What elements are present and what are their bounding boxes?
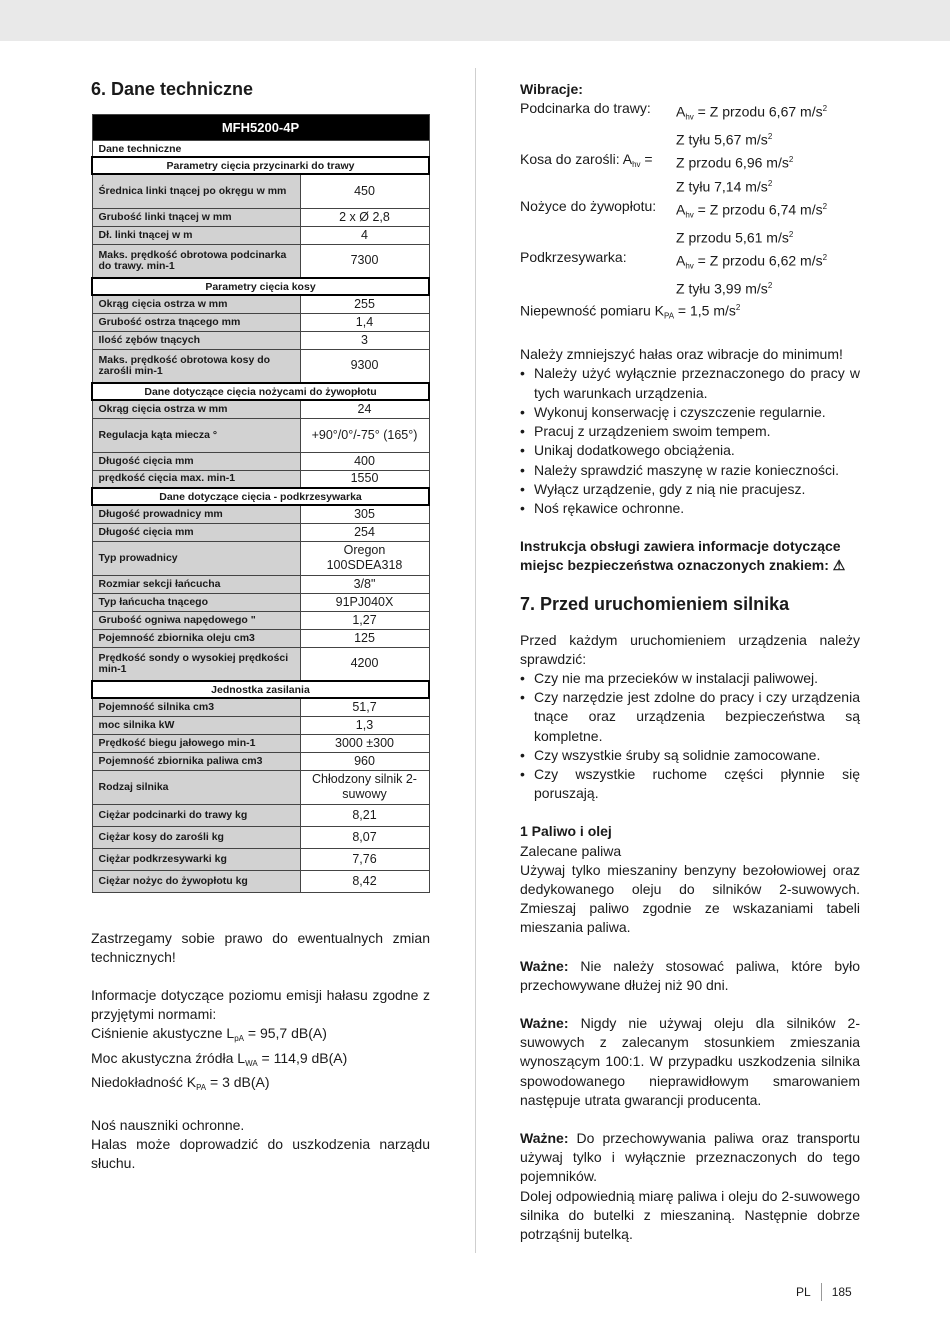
- fuel-text: Używaj tylko mieszaniny benzyny bezołowiowej oraz dedykowanego oleju do silników 2-suwowych. Zmieszaj paliwo zgodnie ze wskazaniami tabeli mieszania paliwa.: [520, 861, 860, 936]
- row-value: 305: [300, 505, 429, 523]
- table-row: [92, 575, 429, 593]
- row-value: 1550: [300, 470, 429, 488]
- row-label: Okrąg cięcia ostrza w mm: [92, 400, 300, 418]
- page-footer: [796, 1283, 852, 1301]
- vibration-label: Kosa do zarośli: $A_{hv}$ =: [520, 150, 653, 169]
- row-value: 125: [300, 629, 429, 647]
- table-row: [92, 331, 429, 349]
- vibration-label: Podcinarka do trawy:: [520, 100, 651, 117]
- important-note-1: Ważne: Nie należy stosować paliwa, które było przechowywane dłużej niż 90 dni.: [520, 957, 861, 993]
- row-label: Dł. linki tnącej w m: [92, 226, 300, 244]
- right-column: [520, 80, 860, 1244]
- row-label: Średnica linki tnącej po okręgu w mm: [92, 174, 300, 208]
- model-name: MFH5200-4P: [92, 115, 429, 141]
- row-value: Oregon 100SDEA318: [300, 541, 429, 575]
- table-row: [92, 470, 429, 488]
- table-row: [92, 770, 429, 804]
- group-title: Parametry cięcia przycinarki do trawy: [92, 157, 429, 174]
- row-value: 8,21: [300, 804, 429, 826]
- table-group-header: [92, 383, 429, 400]
- row-label: Typ łańcucha tnącego: [92, 593, 300, 611]
- row-value: 51,7: [300, 698, 429, 716]
- vibration-value: Z przodu 6,96 $m/s^2$: [676, 154, 794, 171]
- reduce-list: [520, 364, 860, 518]
- table-row: [92, 349, 429, 383]
- column-divider: [475, 68, 476, 1253]
- table-row: [92, 244, 429, 278]
- noise-intro: Informacje dotyczące poziomu emisji hałasu zgodne z przyjętymi normami:: [91, 986, 430, 1023]
- fuel-subtitle: Zalecane paliwa: [520, 842, 622, 859]
- group-title: Parametry cięcia kosy: [92, 278, 429, 295]
- reserve-text: Zastrzegamy sobie prawo do ewentualnych zmian technicznych!: [91, 929, 430, 965]
- ear-protection-text: Noś nauszniki ochronne.: [91, 1116, 245, 1133]
- list-item: • Należy użyć wyłącznie przeznaczonego do pracy w tych warunkach urządzenia.: [520, 364, 860, 402]
- table-group-header: [92, 681, 429, 698]
- row-label: Pojemność silnika cm3: [92, 698, 300, 716]
- row-label: Grubość linki tnącej w mm: [92, 208, 300, 226]
- safety-note: Instrukcja obsługi zawiera informacje dotyczące miejsc bezpieczeństwa oznaczonych znakiem: ⚠: [520, 538, 846, 574]
- vibration-value: $A_{hv} = Z$ przodu 6,74 $m/s^2$: [676, 201, 828, 220]
- row-label: Rodzaj silnika: [92, 770, 300, 804]
- group-title: Dane dotyczące cięcia nożycami do żywopłotu: [92, 383, 429, 400]
- row-value: 91PJ040X: [300, 593, 429, 611]
- row-value: 400: [300, 452, 429, 470]
- table-row: [92, 804, 429, 826]
- table-row: [92, 523, 429, 541]
- table-row: [92, 541, 429, 575]
- table-row: [92, 848, 429, 870]
- top-bar: [0, 0, 950, 41]
- table-row: [92, 313, 429, 331]
- noise-value-line: Ciśnienie akustyczne $L_{pA} = 95,7$ dB(A): [91, 1025, 327, 1044]
- row-label: Prędkość biegu jałowego min-1: [92, 734, 300, 752]
- row-value: 7300: [300, 244, 429, 278]
- spec-table: [91, 114, 430, 893]
- table-row: [92, 295, 429, 313]
- table-row: [92, 174, 429, 208]
- table-row: [92, 698, 429, 716]
- table-row: [92, 734, 429, 752]
- row-value: 8,42: [300, 870, 429, 892]
- list-item: • Czy wszystkie śruby są solidnie zamocowane.: [520, 746, 860, 765]
- vibration-value: Z przodu 5,61 $m/s^2$: [676, 229, 794, 246]
- table-row: [92, 629, 429, 647]
- table-subheader: [92, 141, 429, 158]
- vibration-value: Z tyłu 7,14 $m/s^2$: [676, 178, 773, 195]
- row-label: Pojemność zbiornika paliwa cm3: [92, 752, 300, 770]
- table-row: [92, 452, 429, 470]
- row-value: 24: [300, 400, 429, 418]
- page-number: 185: [831, 1285, 852, 1299]
- vibration-value: $A_{hv} = Z$ przodu 6,62 $m/s^2$: [676, 252, 828, 271]
- row-label: Maks. prędkość obrotowa kosy do zarośli min-1: [92, 349, 300, 383]
- table-row: [92, 593, 429, 611]
- row-label: Pojemność zbiornika oleju cm3: [92, 629, 300, 647]
- row-label: Długość cięcia mm: [92, 523, 300, 541]
- vibration-label: [520, 225, 676, 248]
- table-row: [92, 418, 429, 452]
- row-value: 3: [300, 331, 429, 349]
- row-label: Grubość ogniwa napędowego ": [92, 611, 300, 629]
- row-label: moc silnika kW: [92, 716, 300, 734]
- footer-separator: [821, 1283, 822, 1301]
- vibration-label: [520, 127, 676, 150]
- list-item: • Wykonuj konserwację i czyszczenie regularnie.: [520, 403, 860, 422]
- row-value: Chłodzony silnik 2-suwowy: [300, 770, 429, 804]
- table-row: [92, 826, 429, 848]
- vibration-value: $A_{hv} = Z$ przodu 6,67 $m/s^2$: [676, 103, 828, 122]
- group-title: Dane dotyczące cięcia - podkrzesywarka: [92, 488, 429, 505]
- table-row: [92, 716, 429, 734]
- row-value: 1,27: [300, 611, 429, 629]
- row-label: Prędkość sondy o wysokiej prędkości min-1: [92, 647, 300, 681]
- row-value: 450: [300, 174, 429, 208]
- table-row: [92, 870, 429, 892]
- noise-value-line: Niedokładność $K_{PA} = 3$ dB(A): [91, 1073, 270, 1092]
- section-6-title: 6. Dane techniczne: [91, 79, 254, 99]
- list-item: • Czy nie ma przecieków w instalacji paliwowej.: [520, 669, 860, 688]
- row-label: Regulacja kąta miecza °: [92, 418, 300, 452]
- row-value: +90°/0°/-75° (165°): [300, 418, 429, 452]
- row-label: Ciężar nożyc do żywopłotu kg: [92, 870, 300, 892]
- row-value: 4200: [300, 647, 429, 681]
- row-value: 3/8": [300, 575, 429, 593]
- row-label: prędkość cięcia max. min-1: [92, 470, 300, 488]
- vibration-label: [520, 174, 676, 197]
- row-label: Ciężar kosy do zarośli kg: [92, 826, 300, 848]
- row-label: Grubość ostrza tnącego mm: [92, 313, 300, 331]
- check-list: [520, 669, 860, 803]
- table-group-header: [92, 157, 429, 174]
- row-label: Długość cięcia mm: [92, 452, 300, 470]
- table-row: [92, 208, 429, 226]
- table-group-header: [92, 488, 429, 505]
- list-item: • Wyłącz urządzenie, gdy z nią nie pracujesz.: [520, 480, 860, 499]
- row-value: 9300: [300, 349, 429, 383]
- mixing-instructions: Dolej odpowiednią miarę paliwa i oleju do 2-suwowego silnika do butelki z mieszaniną. Następnie dobrze potrząśnij butelką.: [520, 1187, 860, 1242]
- row-value: 1,3: [300, 716, 429, 734]
- row-value: 960: [300, 752, 429, 770]
- important-note-2: Ważne: Nigdy nie używaj oleju dla silników 2-suwowych z zalecanym stosunkiem zmieszania wynoszącym 100:1. W przypadku uszkodzenia silnika spowodowanego nieprawidłowym smarowaniem następuje utrata gwarancji producenta.: [520, 1014, 860, 1108]
- row-label: Okrąg cięcia ostrza w mm: [92, 295, 300, 313]
- list-item: • Unikaj dodatkowego obciążenia.: [520, 441, 860, 460]
- row-value: 3000 ±300: [300, 734, 429, 752]
- subheader-label: Dane techniczne: [92, 141, 429, 158]
- noise-value-line: Moc akustyczna źródła $L_{WA} = 114,9$ dB(A): [91, 1049, 348, 1068]
- uncertainty-line: Niepewność pomiaru $K_{PA} = 1,5$ $m/s^2$: [520, 303, 741, 322]
- row-label: Ilość zębów tnących: [92, 331, 300, 349]
- group-title: Jednostka zasilania: [92, 681, 429, 698]
- table-row: [92, 647, 429, 681]
- list-item: • Noś rękawice ochronne.: [520, 499, 860, 518]
- row-label: Typ prowadnicy: [92, 541, 300, 575]
- vibration-label: [520, 276, 676, 299]
- warning-triangle-icon: ⚠: [832, 557, 846, 574]
- vibration-table: [520, 99, 860, 298]
- left-column: [91, 78, 430, 1174]
- row-value: 8,07: [300, 826, 429, 848]
- list-item: • Należy sprawdzić maszynę w razie konieczności.: [520, 461, 860, 480]
- language-code: PL: [796, 1285, 811, 1299]
- list-item: • Pracuj z urządzeniem swoim tempem.: [520, 422, 860, 441]
- vibration-title: Wibracje:: [520, 81, 583, 97]
- table-row: [92, 752, 429, 770]
- table-row: [92, 505, 429, 523]
- row-value: 4: [300, 226, 429, 244]
- table-group-header: [92, 278, 429, 295]
- table-row: [92, 611, 429, 629]
- vibration-value: Z tyłu 5,67 $m/s^2$: [676, 131, 773, 148]
- section-7-title: 7. Przed uruchomieniem silnika: [520, 593, 790, 614]
- row-value: 2 x Ø 2,8: [300, 208, 429, 226]
- vibration-label: Nożyce do żywopłotu:: [520, 197, 657, 214]
- row-label: Rozmiar sekcji łańcucha: [92, 575, 300, 593]
- important-note-3: Ważne: Do przechowywania paliwa oraz transportu używaj tylko i wyłącznie przeznaczonych do tego pojemników.: [520, 1129, 860, 1185]
- vibration-value: Z tyłu 3,99 $m/s^2$: [676, 280, 773, 297]
- row-label: Ciężar podcinarki do trawy kg: [92, 804, 300, 826]
- table-row: [92, 226, 429, 244]
- hearing-damage-text: Halas może doprowadzić do uszkodzenia narządu słuchu.: [91, 1136, 430, 1172]
- row-value: 7,76: [300, 848, 429, 870]
- table-row: [92, 400, 429, 418]
- row-value: 255: [300, 295, 429, 313]
- row-value: 254: [300, 523, 429, 541]
- list-item: • Czy wszystkie ruchome części płynnie się poruszają.: [520, 765, 860, 803]
- row-label: Maks. prędkość obrotowa podcinarka do trawy. min-1: [92, 244, 300, 278]
- section-7-intro: Przed każdym uruchomieniem urządzenia należy sprawdzić:: [520, 631, 860, 667]
- row-value: 1,4: [300, 313, 429, 331]
- list-item: • Czy narzędzie jest zdolne do pracy i czy urządzenia tnące oraz urządzenia bezpieczeństwa są kompletne.: [520, 688, 860, 746]
- row-label: Długość prowadnicy mm: [92, 505, 300, 523]
- noise-lines: [91, 1024, 430, 1097]
- reduce-intro: Należy zmniejszyć hałas oraz wibracje do minimum!: [520, 346, 843, 363]
- vibration-label: Podkrzesywarka:: [520, 248, 627, 265]
- row-label: Ciężar podkrzesywarki kg: [92, 848, 300, 870]
- fuel-title: 1 Paliwo i olej: [520, 823, 612, 840]
- table-model-header: [92, 115, 429, 141]
